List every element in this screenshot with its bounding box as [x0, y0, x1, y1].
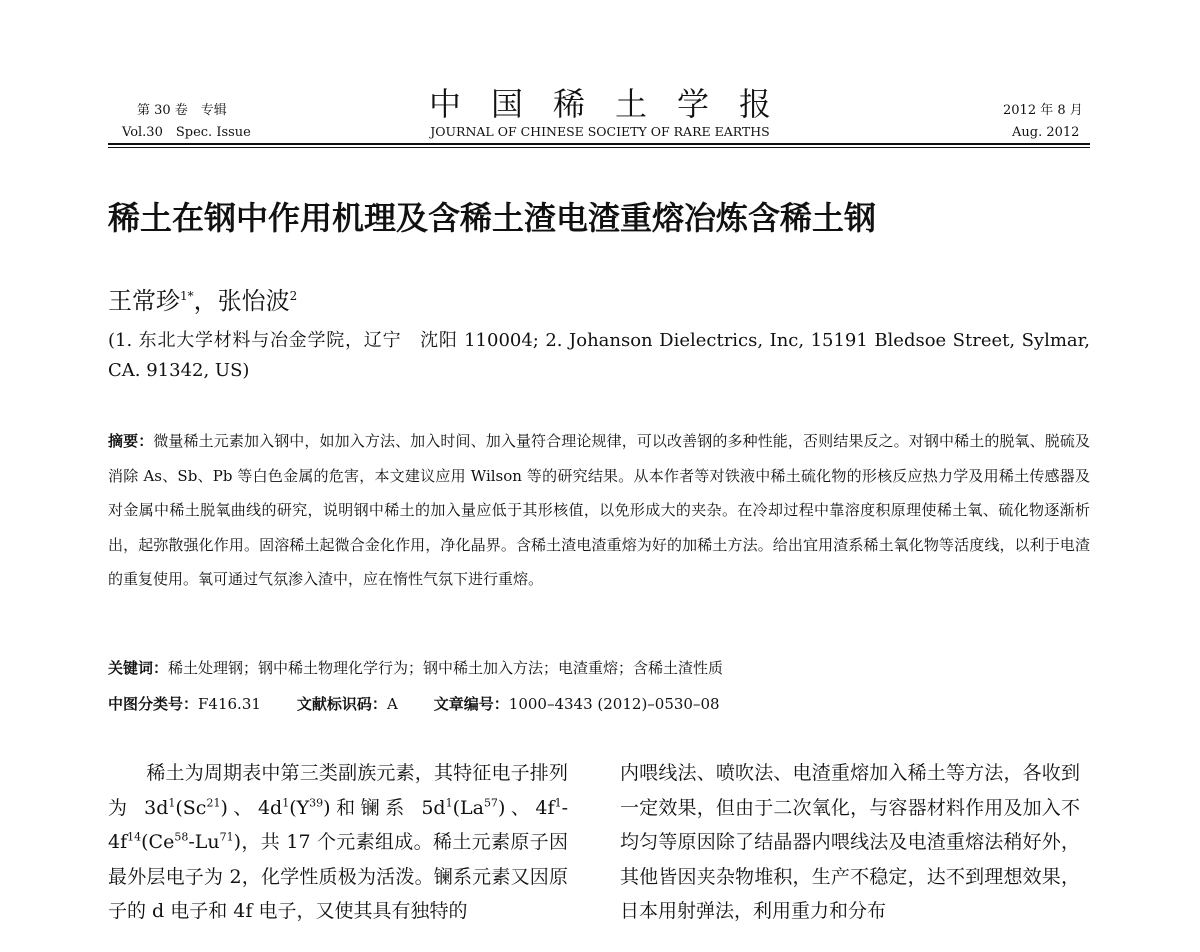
- superscript: 71: [219, 830, 234, 844]
- body-text: )、4f: [497, 796, 555, 819]
- superscript: 1: [282, 796, 290, 810]
- volume-en: Vol.30 Spec. Issue: [122, 125, 251, 140]
- affiliations: (1. 东北大学材料与冶金学院，辽宁 沈阳 110004; 2. Johanson Dielectrics, Inc, 15191 Bledsoe Street, Sylmar, CA. 91342, US): [108, 330, 1090, 381]
- keywords-text: 稀土处理钢；钢中稀土物理化学行为；钢中稀土加入方法；电渣重熔；含稀土渣性质: [168, 659, 724, 677]
- volume-cn: 第 30 卷 专辑: [137, 103, 227, 118]
- author-affil-mark: 2: [289, 289, 298, 303]
- superscript: 21: [206, 796, 221, 810]
- body-text: )，共 17 个元素组成。稀土元素原子因最外层电子为 2，化学性质极为活泼。镧系元素又因原子的 d 电子和 4f 电子，又使其具有独特的: [108, 831, 568, 922]
- journal-title-en: JOURNAL OF CHINESE SOCIETY OF RARE EARTHS: [430, 124, 770, 139]
- article-id-label: 文章编号：: [433, 695, 509, 713]
- keywords-label: 关键词：: [108, 659, 169, 677]
- classification-line: [108, 692, 720, 716]
- body-text: (Ce: [141, 831, 175, 853]
- abstract-text: 微量稀土元素加入钢中，如加入方法、加入时间、加入量符合理论规律，可以改善钢的多种性能，否则结果反之。对钢中稀土的脱氧、脱硫及消除 As、Sb、Pb 等白色金属的危害，本文建议应用 Wilson 等的研究结果。从本作者等对铁液中稀土硫化物的形核反应热力学及用稀土传感器及对金属中稀土脱氧曲线的研究，说明钢中稀土的加入量应低于其形核值，以免形成大的夹杂。在冷却过程中靠溶度积原理使稀土氧、硫化物逐渐析出，起弥散强化作用。固溶稀土起微合金化作用，净化晶界。含稀土渣电渣重熔为好的加稀土方法。给出宜用渣系稀土氧化物等活度线，以利于电渣的重复使用。氧可通过气氛渗入渣中，应在惰性气氛下进行重熔。: [108, 432, 1090, 588]
- author-name: 张怡波: [217, 287, 290, 315]
- author-affil-mark: 1*: [180, 289, 194, 303]
- body-text: (Y: [289, 796, 310, 819]
- superscript: 39: [309, 796, 324, 810]
- clc-value: F416.31: [198, 695, 261, 713]
- doc-code-label: 文献标识码：: [296, 695, 387, 713]
- author-name: 王常珍: [108, 287, 180, 315]
- body-text: -Lu: [188, 831, 220, 853]
- body-text: (La: [452, 796, 484, 819]
- body-text: 稀土为周期表中第三类副族元素，其特征电子排列为 3d: [108, 762, 568, 819]
- body-column-left: [108, 756, 568, 929]
- body-text: )、4d: [220, 796, 283, 819]
- keywords: [108, 656, 723, 680]
- issue-date-en: Aug. 2012: [1012, 125, 1080, 140]
- superscript: 14: [127, 830, 142, 844]
- abstract: [108, 424, 1090, 597]
- issue-date-cn: 2012 年 8 月: [1003, 103, 1083, 118]
- journal-title-cn: 中国稀土学报: [428, 85, 801, 123]
- clc-label: 中图分类号：: [108, 695, 199, 713]
- paper-title: 稀土在钢中作用机理及含稀土渣电渣重熔冶炼含稀土钢: [108, 199, 877, 237]
- doc-code-value: A: [386, 695, 398, 713]
- header-rule-thick: [108, 143, 1090, 145]
- body-text: (Sc: [175, 796, 207, 819]
- superscript: 1: [554, 796, 562, 810]
- author-separator: ，: [193, 287, 218, 315]
- body-column-right: 内喂线法、喷吹法、电渣重熔加入稀土等方法，各收到一定效果，但由于二次氧化，与容器材料作用及加入不均匀等原因除了结晶器内喂线法及电渣重熔法稍好外，其他皆因夹杂物堆积，生产不稳定，达不到理想效果，日本用射弹法，利用重力和分布: [620, 762, 1080, 922]
- author-list: [108, 280, 297, 317]
- superscript: 58: [174, 830, 189, 844]
- body-text: -4f: [108, 796, 568, 853]
- superscript: 1: [168, 796, 176, 810]
- article-id-value: 1000–4343 (2012)–0530–08: [508, 695, 720, 713]
- superscript: 57: [483, 796, 498, 810]
- abstract-label: 摘要：: [108, 432, 154, 450]
- header-rule-thin: [108, 147, 1090, 148]
- body-text: )和镧系 5d: [323, 796, 446, 819]
- superscript: 1: [445, 796, 453, 810]
